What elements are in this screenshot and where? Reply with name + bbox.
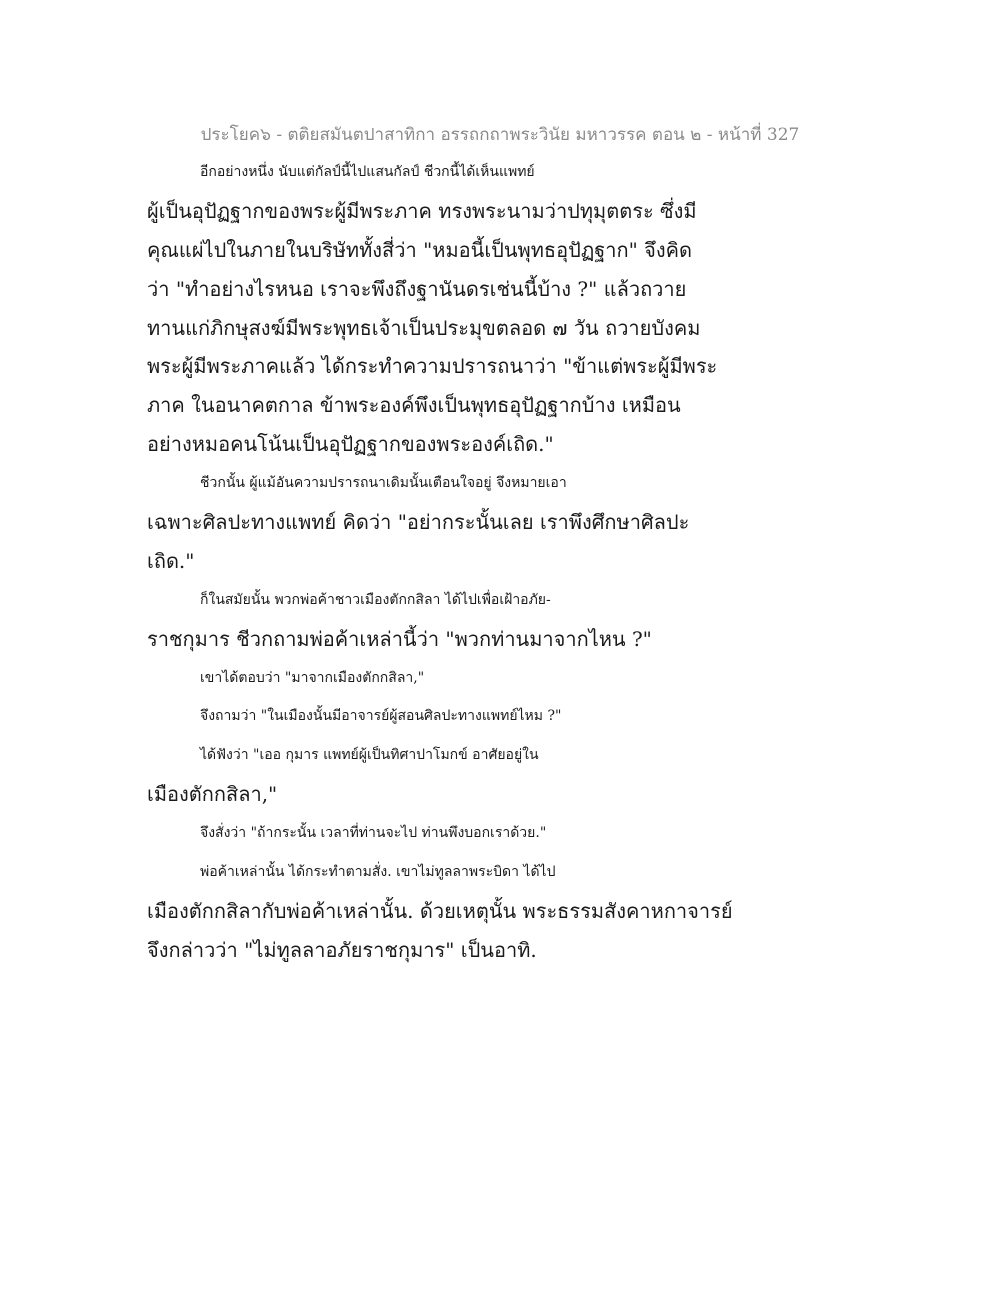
text-line: เมืองตักกสิลากับพ่อค้าเหล่านั้น. ด้วยเหตุนั้น พระธรรมสังคาหกาจารย์: [147, 898, 733, 923]
text-line: ทานแก่ภิกษุสงฆ์มีพระพุทธเจ้าเป็นประมุขตลอด ๗ วัน ถวายบังคม: [147, 315, 701, 340]
text-line: ผู้เป็นอุปัฏฐากของพระผู้มีพระภาค ทรงพระนามว่าปทุมุตตระ ซึ่งมี: [147, 198, 697, 223]
text-line: ชีวกนั้น ผู้แม้อันความปรารถนาเดิมนั้นเตือนใจอยู่ จึงหมายเอา: [200, 475, 567, 492]
text-line: จึงกล่าวว่า "ไม่ทูลลาอภัยราชกุมาร" เป็นอาทิ.: [147, 937, 537, 962]
page-header: ประโยค๖ - ตติยสมันตปาสาทิกา อรรถกถาพระวินัย มหาวรรค ตอน ๒ - หน้าที่ 327: [200, 125, 800, 145]
text-line: ได้ฟังว่า "เออ กุมาร แพทย์ผู้เป็นทิศาปาโมกข์ อาศัยอยู่ใน: [200, 747, 539, 764]
text-line: ราชกุมาร ชีวกถามพ่อค้าเหล่านี้ว่า "พวกท่านมาจากไหน ?": [147, 626, 652, 651]
text-line: เฉพาะศิลปะทางแพทย์ คิดว่า "อย่ากระนั้นเลย เราพึงศึกษาศิลปะ: [147, 510, 690, 535]
body-text: [147, 153, 733, 970]
text-line: เถิด.": [147, 548, 195, 573]
text-line: ก็ในสมัยนั้น พวกพ่อค้าชาวเมืองตักกสิลา ได้ไปเพื่อเฝ้าอภัย-: [200, 591, 551, 608]
text-line: พระผู้มีพระภาคแล้ว ได้กระทำความปรารถนาว่า "ข้าแต่พระผู้มีพระ: [147, 354, 718, 379]
text-line: คุณแผ่ไปในภายในบริษัททั้งสี่ว่า "หมอนี้เป็นพุทธอุปัฏฐาก" จึงคิด: [147, 237, 693, 262]
text-line: ว่า "ทำอย่างไรหนอ เราจะพึงถึงฐานันดรเช่นนี้บ้าง ?" แล้วถวาย: [147, 276, 687, 301]
text-line: ภาค ในอนาคตกาล ข้าพระองค์พึงเป็นพุทธอุปัฏฐากบ้าง เหมือน: [147, 393, 681, 418]
text-line: อย่างหมอคนโน้นเป็นอุปัฏฐากของพระองค์เถิด.": [147, 432, 554, 457]
text-line: เขาได้ตอบว่า "มาจากเมืองตักกสิลา,": [200, 669, 425, 686]
text-line: จึงถามว่า "ในเมืองนั้นมีอาจารย์ผู้สอนศิลปะทางแพทย์ไหม ?": [200, 708, 562, 725]
text-line: พ่อค้าเหล่านั้น ได้กระทำตามสั่ง. เขาไม่ทูลลาพระบิดา ได้ไป: [200, 864, 556, 881]
text-line: จึงสั่งว่า "ถ้ากระนั้น เวลาที่ท่านจะไป ท่านพึงบอกเราด้วย.": [200, 825, 547, 842]
text-line: เมืองตักกสิลา,": [147, 782, 278, 807]
text-line: อีกอย่างหนึ่ง นับแต่กัลป์นี้ไปแสนกัลป์ ชีวกนี้ได้เห็นแพทย์: [200, 164, 535, 180]
